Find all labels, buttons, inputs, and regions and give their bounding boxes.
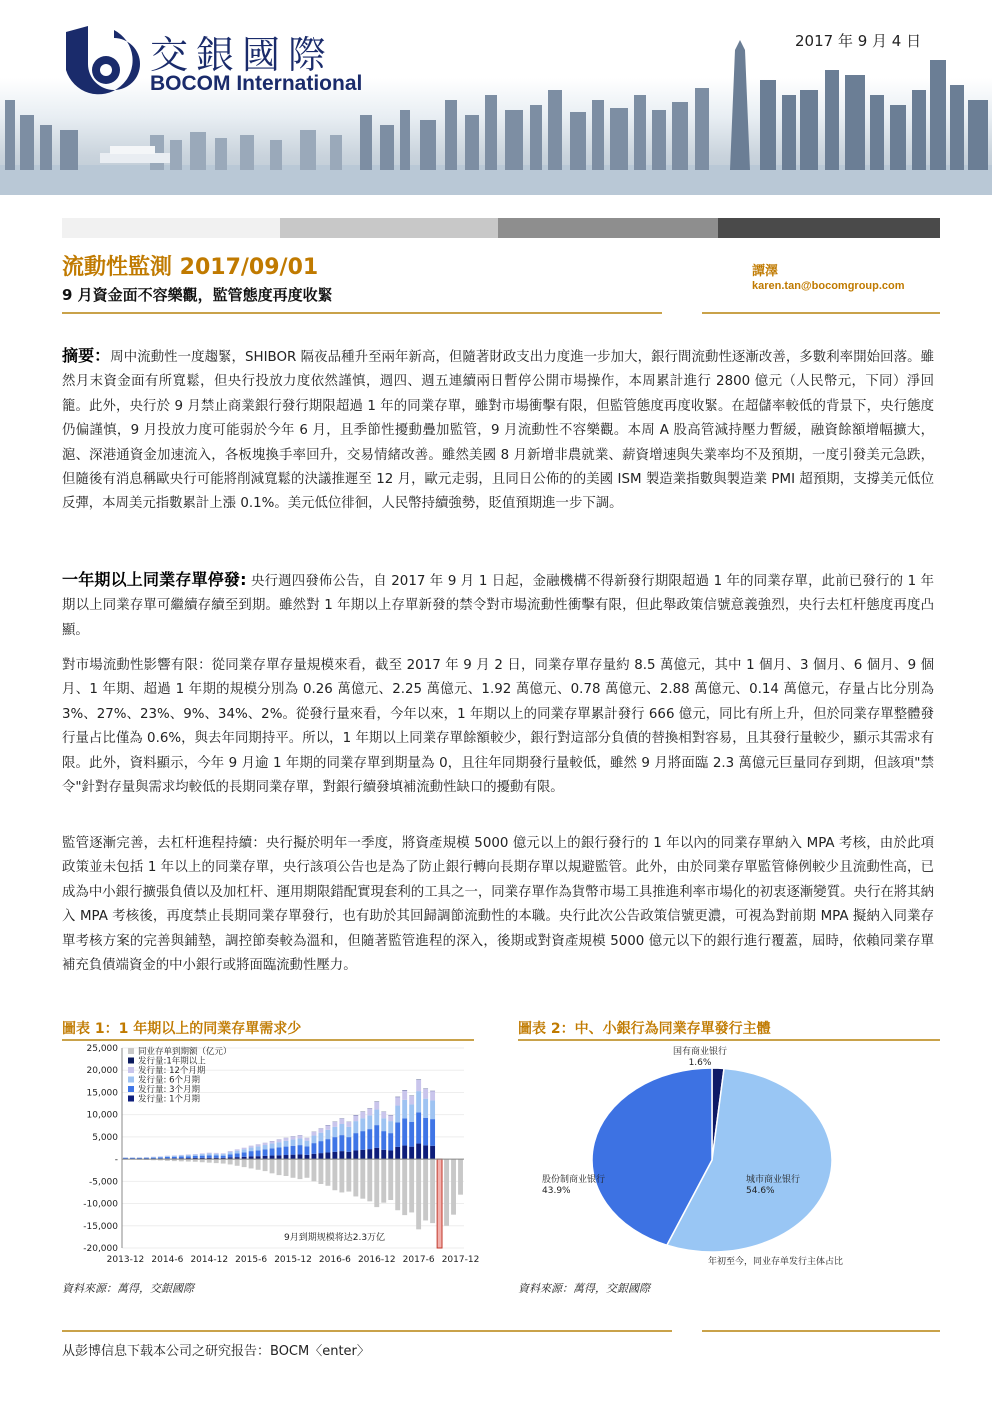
chart1-bar-issuance [318, 1129, 323, 1133]
author-name: 譚澤 [752, 264, 779, 279]
chart1-bar-maturity [270, 1159, 275, 1173]
chart1-bar-issuance [423, 1145, 428, 1159]
chart1-bar-issuance [430, 1091, 435, 1100]
chart1-bar-maturity [256, 1159, 261, 1170]
chart1-bar-issuance [318, 1153, 323, 1159]
chart1-bar-maturity [381, 1159, 386, 1203]
chart1-bar-maturity [263, 1159, 268, 1171]
chart1-bar-maturity [284, 1159, 289, 1176]
chart1-bar-issuance [298, 1135, 303, 1138]
chart1-bar-issuance [263, 1149, 268, 1155]
chart1-xtick-label: 2017-6 [402, 1255, 435, 1265]
chart1-bar-issuance [325, 1130, 330, 1139]
chart1-bar-issuance [305, 1155, 310, 1159]
chart1-bar-issuance [172, 1157, 177, 1158]
chart1-bar-issuance [311, 1154, 316, 1159]
chart1-bar-issuance [305, 1141, 310, 1147]
chart1-bar-issuance [395, 1122, 400, 1146]
chart1-legend-label: 发行量: 12个月期 [138, 1066, 206, 1076]
chart1-bar-maturity [242, 1159, 247, 1167]
chart1-bar-issuance [263, 1143, 268, 1145]
chart1-bar-maturity [444, 1159, 449, 1226]
chart1-bar-issuance [423, 1118, 428, 1146]
chart1-bar-issuance [395, 1147, 400, 1159]
chart1-bar-issuance [388, 1133, 393, 1150]
chart2-slice-label: 国有商业银行 [672, 1047, 728, 1057]
chart1-legend-swatch [128, 1096, 134, 1102]
chart1-bar-maturity [332, 1159, 337, 1190]
chart1-legend-label: 发行量:1年期以上 [138, 1056, 206, 1067]
chart1-bar-issuance [186, 1155, 191, 1156]
chart1-legend-label: 发行量: 6个月期 [138, 1075, 200, 1086]
chart1-bar-issuance [130, 1158, 135, 1159]
chart1-legend-label: 同业存单到期额（亿元） [138, 1047, 232, 1057]
chart1-bar-issuance [249, 1148, 254, 1152]
figure1-source: 資料來源：萬得，交銀國際 [62, 1282, 194, 1295]
chart1-bar-issuance [367, 1129, 372, 1149]
chart2-slice-label: 城市商业银行 [746, 1175, 801, 1185]
chart1-bar-issuance [367, 1149, 372, 1159]
chart1-bar-issuance [151, 1158, 156, 1159]
footer-divider-right [702, 1330, 940, 1332]
chart1-bar-issuance [207, 1154, 212, 1156]
chart1-bar-maturity [360, 1159, 365, 1199]
chart1-ytick-label: - [114, 1155, 118, 1166]
header-bar-1 [62, 218, 280, 238]
chart1-bar-maturity [388, 1159, 393, 1200]
chart1-xtick-label: 2015-12 [274, 1255, 312, 1265]
regulation-text: 監管逐漸完善，去杠杆進程持續：央行擬於明年一季度，將資產規模 5000 億元以上的銀行發行的 1 年以內的同業存單納入 MPA 考核，由於此項政策並未包括 1 年以上的同業存單，央行該項公告也是為了防止銀行轉向長期存單以規避監管。此外，由於同業存單監管條例較少且流動性高，已成為中小銀行擴張負債以及加杠杆、運用期限錯配實現套利的工具之一，同業存單作為貨幣市場工具推進利率市場化的初衷逐漸變質。央行在將其納入 MPA 考核後，再度禁止長期同業存單發行，也有助於其回歸調節流動性的本職。央行此次公告政策信號更濃，可視為對前期 MPA 擬納入同業存單考核方案的完善與鋪墊，調控節奏較為溫和，但隨著監管進程的深入，後期或對資產規模 5000 億元以下的銀行進行覆蓋，屆時，依賴同業存單補充負債端資金的中小銀行或將面臨流動性壓力。 [62, 836, 934, 974]
figure2-title: 圖表 2：中、小銀行為同業存單發行主體 [518, 1021, 771, 1037]
chart1-bar-issuance [423, 1099, 428, 1118]
chart1-bar-issuance [193, 1156, 198, 1158]
chart1-bar-issuance [277, 1148, 282, 1156]
chart1-bar-issuance [270, 1141, 275, 1143]
chart1-bar-issuance [353, 1115, 358, 1121]
chart2-note: 年初至今，同业存单发行主体占比 [708, 1257, 844, 1267]
chart1-bar-issuance [228, 1154, 233, 1157]
chart1-bar-issuance [221, 1156, 226, 1158]
chart1-xtick-label: 2013-12 [106, 1255, 145, 1265]
chart1-bar-maturity [409, 1159, 414, 1212]
chart1-bar-issuance [228, 1151, 233, 1152]
chart1-bar-issuance [346, 1127, 351, 1137]
chart1-bar-issuance [325, 1139, 330, 1152]
chart1-bar-maturity [346, 1159, 351, 1191]
chart1-bar-issuance [430, 1119, 435, 1146]
chart1-bar-issuance [374, 1125, 379, 1148]
chart1-bar-issuance [332, 1152, 337, 1159]
chart1-ytick-label: 15,000 [86, 1088, 118, 1099]
chart1-bar-issuance [242, 1152, 247, 1156]
chart1-bar-issuance [214, 1154, 219, 1156]
chart1-ytick-label: -5,000 [88, 1177, 118, 1188]
figure1-rule [62, 1039, 474, 1041]
chart1-bar-issuance [339, 1119, 344, 1124]
chart1-legend-label: 发行量: 3个月期 [138, 1085, 200, 1095]
chart1-bar-issuance [346, 1152, 351, 1159]
chart1-bar-maturity [325, 1159, 330, 1186]
chart1-bar-issuance [305, 1146, 310, 1154]
chart1-bar-issuance [298, 1138, 303, 1145]
header-banner [0, 0, 992, 195]
chart1-bar-issuance [402, 1146, 407, 1160]
chart2-slice-value: 54.6% [746, 1186, 775, 1196]
chart1-bar-issuance [249, 1151, 254, 1156]
chart1-bar-issuance [291, 1140, 296, 1146]
liquidity-impact-paragraph [62, 654, 934, 800]
chart1-bar-issuance [332, 1127, 337, 1137]
chart1-bar-issuance [325, 1125, 330, 1129]
chart1-bar-issuance [381, 1118, 386, 1131]
chart1-bar-issuance [346, 1122, 351, 1127]
chart1-bar-issuance [270, 1148, 275, 1155]
chart1-bar-maturity [305, 1159, 310, 1178]
chart1-bar-issuance [200, 1156, 205, 1158]
chart1-bar-issuance [409, 1147, 414, 1159]
chart1-bar-issuance [165, 1156, 170, 1157]
cd-ban-text: 央行週四發佈公告，自 2017 年 9 月 1 日起，金融機構不得新發行期限超過 1 年的同業存單，此前已發行的 1 年期以上同業存單可繼續存續至到期。雖然對 1 年期以上存單新發的禁令對市場流動性衝擊有限，但此舉政策信號意義強烈，央行去杠杆態度再度凸顯。 [62, 574, 934, 638]
chart1-bar-maturity [402, 1159, 407, 1215]
chart1-bar-issuance [311, 1143, 316, 1154]
cd-ban-paragraph [62, 568, 934, 643]
chart1-bar-issuance [402, 1100, 407, 1119]
header-bar-2 [280, 218, 498, 238]
chart1-bar-issuance [270, 1156, 275, 1160]
chart1-legend-label: 发行量: 1个月期 [138, 1094, 200, 1105]
chart1-bar-issuance [298, 1145, 303, 1154]
chart1-legend-swatch [128, 1086, 134, 1092]
chart1-bar-issuance [339, 1151, 344, 1159]
chart1-bar-maturity [374, 1159, 379, 1207]
chart1-ytick-label: 25,000 [86, 1044, 118, 1054]
chart1-bar-maturity [249, 1159, 254, 1168]
chart1-ytick-label: 10,000 [86, 1110, 118, 1121]
chart1-bar-issuance [221, 1153, 226, 1154]
author-email[interactable]: karen.tan@bocomgroup.com [752, 280, 905, 292]
chart1-bar-issuance [263, 1145, 268, 1149]
chart1-bar-issuance [346, 1137, 351, 1152]
chart1-bar-issuance [388, 1150, 393, 1159]
chart1-bar-issuance [137, 1158, 142, 1159]
logo-english-name: BOCOM International [150, 72, 363, 95]
chart1-bar-issuance [151, 1157, 156, 1158]
chart1-bar-issuance [332, 1137, 337, 1152]
chart1-legend-swatch [128, 1048, 134, 1054]
chart1-bar-issuance [416, 1080, 421, 1091]
regulation-paragraph [62, 832, 934, 978]
chart1-bar-issuance [430, 1100, 435, 1119]
chart1-bar-issuance [388, 1115, 393, 1121]
chart2-slice-label: 股份制商业银行 [542, 1175, 606, 1185]
figure2-source: 資料來源：萬得，交銀國際 [518, 1282, 650, 1295]
footer-divider-left [62, 1330, 672, 1332]
chart1-bar-maturity [353, 1159, 358, 1196]
chart1-bar-issuance [325, 1152, 330, 1159]
chart1-bar-maturity [277, 1159, 282, 1175]
chart1-xtick-label: 2014-6 [151, 1255, 184, 1265]
chart1-xtick-label: 2016-12 [357, 1255, 396, 1265]
footer-bloomberg-note: 从彭博信息下载本公司之研究报告：BOCM〈enter〉 [62, 1344, 370, 1359]
chart1-bar-issuance [256, 1146, 261, 1150]
chart1-bar-maturity [416, 1159, 421, 1229]
chart1-ytick-label: -15,000 [83, 1221, 118, 1232]
chart1-legend-swatch [128, 1067, 134, 1073]
chart1-bar-issuance [284, 1155, 289, 1159]
chart1-bar-issuance [388, 1121, 393, 1133]
chart1-bar-issuance [179, 1157, 184, 1159]
chart1-bar-maturity [228, 1159, 233, 1164]
cd-issuance-bar-chart [62, 1042, 480, 1274]
chart1-bar-issuance [235, 1151, 240, 1154]
chart1-bar-issuance [381, 1112, 386, 1118]
chart1-xtick-label: 2017-12 [441, 1255, 480, 1265]
chart1-bar-issuance [235, 1149, 240, 1150]
chart1-bar-issuance [381, 1150, 386, 1159]
chart1-bar-issuance [353, 1121, 358, 1133]
hong-kong-skyline-image [0, 40, 992, 195]
chart1-bar-issuance [256, 1150, 261, 1156]
chart1-bar-maturity [214, 1159, 219, 1163]
chart1-bar-issuance [381, 1131, 386, 1150]
chart1-bar-issuance [277, 1142, 282, 1147]
chart1-ytick-label: -20,000 [83, 1244, 118, 1254]
chart1-xtick-label: 2015-6 [235, 1255, 268, 1265]
header-bar-3 [498, 218, 718, 238]
chart1-bar-issuance [353, 1133, 358, 1150]
chart1-bar-issuance [332, 1122, 337, 1127]
chart1-bar-issuance [305, 1138, 310, 1141]
chart1-bar-issuance [123, 1158, 128, 1159]
chart1-bar-issuance [158, 1157, 163, 1158]
chart1-bar-issuance [311, 1132, 316, 1136]
report-title: 流動性監測 2017/09/01 [62, 255, 319, 280]
chart1-bar-issuance [214, 1155, 219, 1157]
chart1-bar-issuance [186, 1156, 191, 1158]
chart1-bar-issuance [423, 1089, 428, 1099]
chart1-bar-issuance [193, 1155, 198, 1156]
chart1-bar-issuance [235, 1153, 240, 1157]
chart1-bar-maturity [298, 1159, 303, 1179]
chart1-bar-issuance [318, 1141, 323, 1153]
chart1-bar-issuance [207, 1155, 212, 1157]
header-bar-4 [718, 218, 940, 238]
chart2-slice-value: 1.6% [688, 1058, 712, 1068]
chart1-bar-maturity [311, 1159, 316, 1181]
chart1-xtick-label: 2014-12 [190, 1255, 229, 1265]
title-divider [62, 312, 662, 314]
chart1-bar-issuance [179, 1155, 184, 1156]
chart1-bar-maturity [339, 1159, 344, 1192]
chart1-bar-issuance [311, 1136, 316, 1144]
chart1-bar-issuance [284, 1141, 289, 1147]
chart2-slice-value: 43.9% [542, 1186, 571, 1196]
chart1-bar-issuance [353, 1150, 358, 1159]
chart1-bar-issuance [416, 1091, 421, 1112]
chart1-bar-issuance [409, 1122, 414, 1147]
chart1-bar-issuance [374, 1148, 379, 1159]
chart1-bar-issuance [200, 1154, 205, 1156]
chart1-bar-maturity [458, 1159, 463, 1195]
chart1-bar-maturity [367, 1159, 372, 1201]
chart1-bar-issuance [360, 1112, 365, 1118]
report-date: 2017 年 9 月 4 日 [795, 32, 922, 50]
chart1-bar-issuance [228, 1152, 233, 1154]
figure2-rule [518, 1039, 940, 1041]
chart1-bar-issuance [172, 1156, 177, 1157]
chart1-ytick-label: 5,000 [92, 1132, 118, 1143]
chart1-bar-issuance [395, 1106, 400, 1123]
chart1-bar-maturity [221, 1159, 226, 1163]
chart1-bar-issuance [221, 1154, 226, 1156]
chart1-bar-maturity [235, 1159, 240, 1166]
chart1-bar-maturity [207, 1159, 212, 1163]
chart1-bar-issuance [298, 1154, 303, 1159]
chart1-bar-issuance [270, 1144, 275, 1149]
chart1-ytick-label: -10,000 [83, 1199, 118, 1210]
chart1-bar-issuance [395, 1097, 400, 1105]
chart1-bar-issuance [360, 1118, 365, 1131]
chart1-bar-issuance [430, 1146, 435, 1159]
cd-issuer-pie-chart [518, 1042, 940, 1274]
chart1-bar-issuance [179, 1155, 184, 1156]
chart1-bar-issuance [416, 1144, 421, 1160]
chart1-bar-maturity [437, 1159, 442, 1248]
chart1-bar-issuance [318, 1133, 323, 1141]
chart1-bar-issuance [277, 1155, 282, 1159]
chart1-bar-issuance [186, 1154, 191, 1155]
chart1-bar-issuance [409, 1096, 414, 1104]
figure1-title: 圖表 1：1 年期以上的同業存單需求少 [62, 1021, 302, 1037]
chart1-bar-issuance [409, 1104, 414, 1121]
chart1-bar-maturity [423, 1159, 428, 1220]
chart1-bar-issuance [291, 1136, 296, 1139]
chart1-bar-issuance [277, 1140, 282, 1143]
chart1-bar-maturity [430, 1159, 435, 1223]
chart1-bar-issuance [291, 1155, 296, 1159]
chart1-bar-issuance [214, 1153, 219, 1154]
chart1-bar-issuance [249, 1146, 254, 1148]
chart1-bar-maturity [451, 1159, 456, 1215]
summary-paragraph [62, 344, 934, 517]
chart1-bar-maturity [395, 1159, 400, 1210]
logo-chinese-name: 交銀國際 [150, 33, 335, 77]
chart1-annotation: 9月到期规模将达2.3万亿 [284, 1233, 386, 1243]
chart1-bar-issuance [242, 1149, 247, 1152]
bocom-logo-icon [58, 24, 138, 104]
chart1-bar-issuance [158, 1157, 163, 1158]
chart1-bar-issuance [144, 1158, 149, 1159]
chart1-bar-issuance [284, 1138, 289, 1141]
chart1-bar-issuance [207, 1153, 212, 1154]
chart1-bar-issuance [256, 1144, 261, 1146]
chart1-bar-maturity [291, 1159, 296, 1178]
summary-text: 周中流動性一度趨緊，SHIBOR 隔夜品種升至兩年新高，但隨著財政支出力度進一步加大，銀行間流動性逐漸改善，多數利率開始回落。雖然月末資金面有所寬鬆，但央行投放力度依然謹慎，週四、週五連續兩日暫停公開市場操作，本周累計進行 2800 億元（人民幣元，下同）淨回籠。此外，央行於 9 月禁止商業銀行發行期限超過 1 年的同業存單，雖對市場衝擊有限，但監管態度再度收緊。在超儲率較低的背景下，央行態度仍偏謹慎，9 月投放力度可能弱於今年 6 月，且季節性擾動疊加監管，9 月流動性不容樂觀。本周 A 股高管減持壓力暫緩，融資餘額增幅擴大，滬、深港通資金加速流入，各板塊換手率回升，交易情緒改善。雖然美國 8 月新增非農就業、薪資增速與失業率均不及預期，一度引發美元急跌，但隨後有消息稱歐央行可能將削減寬鬆的決議推遲至 12 月，歐元走弱，且同日公佈的的美國 ISM 製造業指數與製造業 PMI 超預期，支撐美元低位反彈，本周美元指數累計上漲 0.1%。美元低位徘徊，人民幣持續強勢，貶值預期進一步下調。 [62, 350, 934, 512]
chart1-bar-issuance [339, 1135, 344, 1151]
cd-ban-lead: 一年期以上同業存單停發: [62, 570, 247, 589]
chart1-bar-issuance [374, 1102, 379, 1110]
chart1-bar-issuance [402, 1090, 407, 1099]
chart1-bar-issuance [416, 1112, 421, 1143]
chart1-bar-issuance [367, 1115, 372, 1129]
chart1-bar-issuance [360, 1150, 365, 1159]
chart1-ytick-label: 20,000 [86, 1066, 118, 1077]
chart1-bar-issuance [242, 1148, 247, 1150]
chart1-bar-issuance [339, 1124, 344, 1135]
author-divider [702, 312, 940, 314]
chart1-legend-swatch [128, 1077, 134, 1083]
chart1-bar-issuance [200, 1153, 205, 1154]
chart1-bar-issuance [374, 1110, 379, 1126]
chart1-bar-issuance [284, 1147, 289, 1155]
liquidity-impact-text: 對市場流動性影響有限：從同業存單存量規模來看，截至 2017 年 9 月 2 日，同業存單存量約 8.5 萬億元，其中 1 個月、3 個月、6 個月、9 個月、1 年期、超過 1 年期的規模分別為 0.26 萬億元、2.25 萬億元、1.92 萬億元、0.78 萬億元、2.88 萬億元、0.14 萬億元，存量占比分別為 3%、27%、23%、9%、34%、2%。從發行量來看，今年以來，1 年期以上的同業存單累計發行 666 億元，同比有所上升，但於同業存單整體發行量占比僅為 0.6%，與去年同期持平。所以，1 年期以上同業存單餘額較少，銀行對這部分負債的替換相對容易，且其發行量較少，顯示其需求有限。此外，資料顯示，今年 9 月逾 1 年期的同業存單到期量為 0，且往年同期發行量較低，雖然 9 月將面臨 2.3 萬億元巨量同存到期，但該項"禁令"針對存量與需求均較低的長期同業存單，對銀行續發填補流動性缺口的擾動有限。 [62, 658, 934, 796]
chart1-bar-issuance [165, 1157, 170, 1158]
chart1-legend-swatch [128, 1058, 134, 1064]
chart1-bar-issuance [402, 1118, 407, 1145]
chart1-bar-issuance [291, 1146, 296, 1155]
report-subtitle: 9 月資金面不容樂觀，監管態度再度收緊 [62, 286, 333, 304]
chart1-bar-issuance [360, 1131, 365, 1150]
chart1-bar-maturity [318, 1159, 323, 1184]
chart1-bar-issuance [193, 1154, 198, 1155]
chart1-bar-issuance [144, 1157, 149, 1158]
chart1-xtick-label: 2016-6 [318, 1255, 351, 1265]
chart1-bar-issuance [367, 1109, 372, 1116]
summary-lead: 摘要： [62, 346, 111, 365]
